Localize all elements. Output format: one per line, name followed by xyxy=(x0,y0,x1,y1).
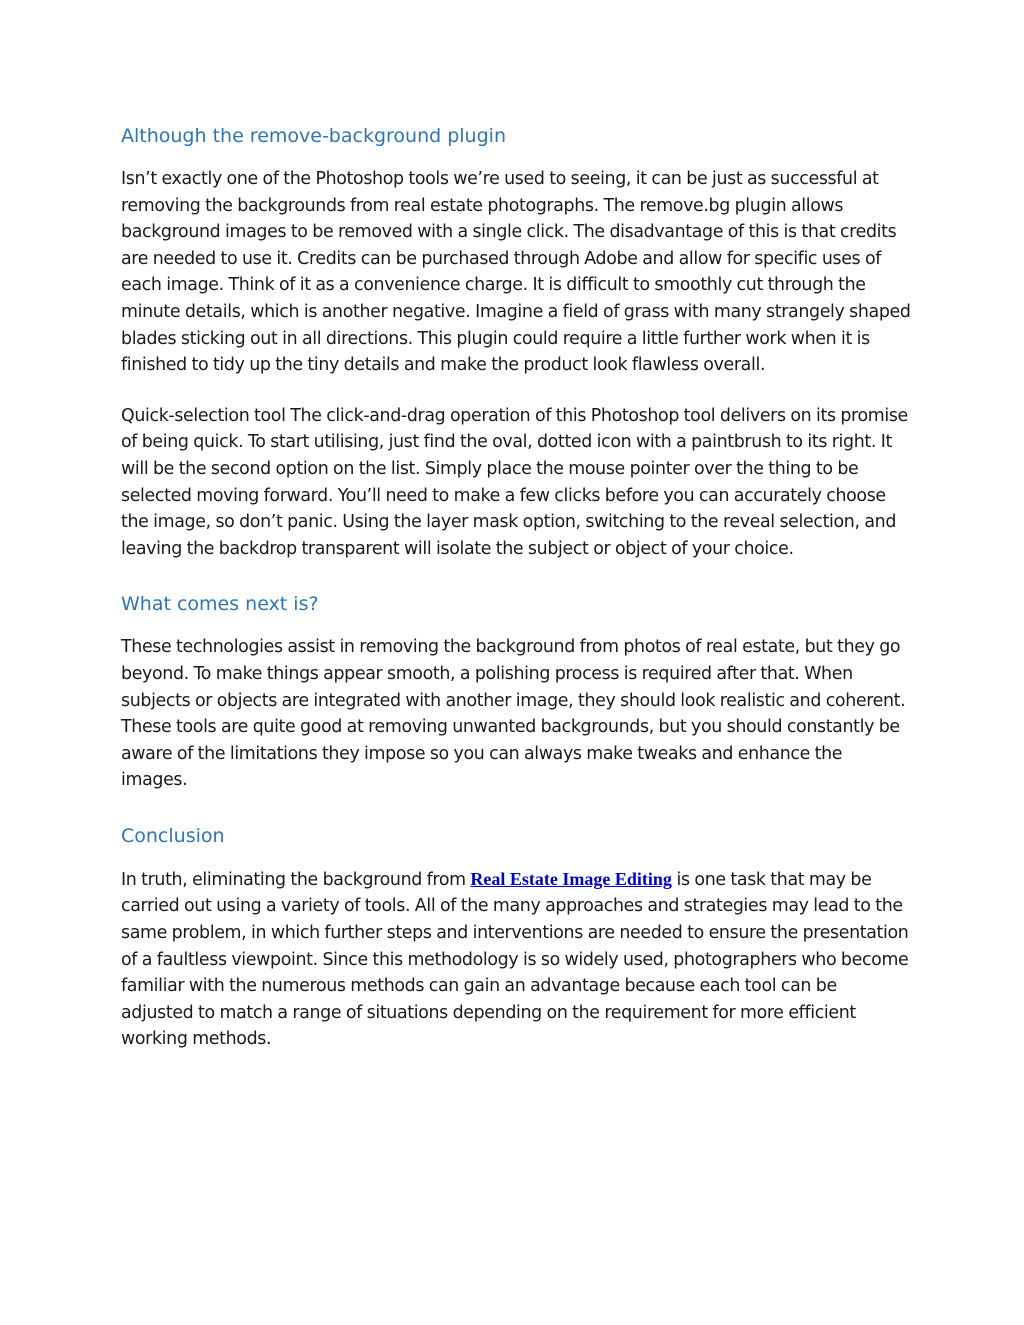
paragraph-quick-selection-tool: Quick-selection tool The click-and-drag operation of this Photoshop tool delivers on its promise of being quick. To start utilising, just find the oval, dotted icon with a paintbrush to its right. It will be the second option on the list. Simply place the mouse pointer over the thing to be selected moving forward. You’ll need to make a few clicks before you can accurately choose the image, so don’t panic. Using the layer mask option, switching to the reveal selection, and leaving the backdrop transparent will isolate the subject or object of your choice. xyxy=(121,405,908,559)
section-heading-what-comes-next: What comes next is? xyxy=(121,593,319,616)
section-heading-remove-background: Although the remove-background plugin xyxy=(121,125,506,147)
conclusion-text-start: In truth, eliminating the background from xyxy=(121,869,471,890)
paragraph-conclusion xyxy=(121,866,911,1053)
section-heading-conclusion: Conclusion xyxy=(121,824,225,847)
real-estate-image-editing-link[interactable]: Real Estate Image Editing xyxy=(470,868,672,889)
document-page xyxy=(121,118,911,1053)
paragraph-remove-bg-plugin: Isn’t exactly one of the Photoshop tools we’re used to seeing, it can be just as successful at removing the backgrounds from real estate photographs. The remove.bg plugin allows background images to be removed with a single click. The disadvantage of this is that credits are needed to use it. Credits can be purchased through Adobe and allow for specific uses of each image. Think of it as a convenience charge. It is difficult to smoothly cut through the minute details, which is another negative. Imagine a field of grass with many strangely shaped blades sticking out in all directions. This plugin could require a little further work when it is finished to tidy up the tiny details and make the product look flawless overall. xyxy=(121,169,911,376)
paragraph-what-comes-next: These technologies assist in removing the background from photos of real estate, but they go beyond. To make things appear smooth, a polishing process is required after that. When subjects or objects are integrated with another image, they should look realistic and coherent. These tools are quite good at removing unwanted backgrounds, but you should constantly be aware of the limitations they impose so you can always make tweaks and enhance the images. xyxy=(121,637,906,791)
conclusion-text-end: is one task that may be carried out using a variety of tools. All of the many approaches and strategies may lead to the same problem, in which further steps and interventions are needed to ensure the presentation of a faultless viewpoint. Since this methodology is so widely used, photographers who become familiar with the numerous methods can gain an advantage because each tool can be adjusted to match a range of situations depending on the requirement for more efficient working methods. xyxy=(121,869,909,1050)
